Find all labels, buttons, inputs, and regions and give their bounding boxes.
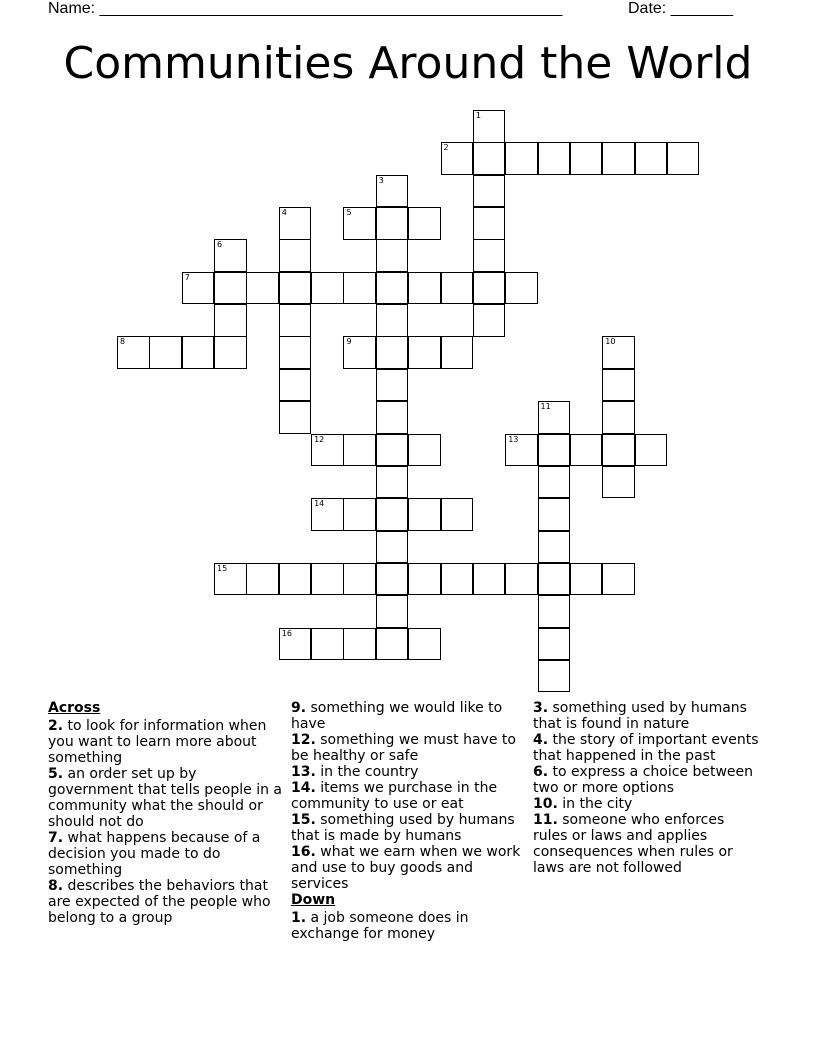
clue-number: 8 xyxy=(120,337,126,347)
name-field-label: Name: ____________________________________________________ xyxy=(48,0,563,17)
grid-cell[interactable] xyxy=(246,563,279,596)
grid-cell[interactable] xyxy=(279,369,312,402)
grid-cell[interactable] xyxy=(635,434,668,467)
clue-number: 10 xyxy=(605,337,616,347)
clue-across-2: 2. to look for information when you want to learn more about something xyxy=(48,718,267,766)
grid-cell[interactable] xyxy=(279,563,312,596)
grid-cell[interactable] xyxy=(473,175,506,208)
grid-cell[interactable] xyxy=(376,401,409,434)
grid-cell[interactable] xyxy=(473,304,506,337)
clue-number: 9 xyxy=(346,337,352,347)
grid-cell[interactable] xyxy=(279,304,312,337)
grid-cell[interactable] xyxy=(343,434,376,467)
grid-cell[interactable] xyxy=(214,272,247,305)
grid-cell[interactable] xyxy=(182,272,215,305)
grid-cell[interactable] xyxy=(505,272,538,305)
clue-number: 4 xyxy=(281,208,287,218)
grid-cell[interactable] xyxy=(343,207,376,240)
grid-cell[interactable] xyxy=(441,563,474,596)
clue-number: 5 xyxy=(346,208,352,218)
grid-cell[interactable] xyxy=(473,110,506,143)
grid-cell[interactable] xyxy=(376,336,409,369)
clue-down-11: 11. someone who enforces rules or laws and applies consequences when rules or laws are not followed xyxy=(533,812,733,876)
grid-cell[interactable] xyxy=(473,563,506,596)
clue-column-2 xyxy=(291,700,523,942)
clue-number: 3 xyxy=(378,175,384,185)
clue-across-7: 7. what happens because of a decision you made to do something xyxy=(48,830,261,878)
grid-cell[interactable] xyxy=(441,142,474,175)
clue-across-15: 15. something used by humans that is made by humans xyxy=(291,812,515,844)
grid-cell[interactable] xyxy=(538,595,571,628)
grid-cell[interactable] xyxy=(408,434,441,467)
grid-cell[interactable] xyxy=(376,175,409,208)
grid-cell[interactable] xyxy=(602,466,635,499)
grid-cell[interactable] xyxy=(376,563,409,596)
grid-cell[interactable] xyxy=(214,336,247,369)
grid-cell[interactable] xyxy=(602,401,635,434)
across-heading: Across xyxy=(48,700,101,716)
clue-down-4: 4. the story of important events that happened in the past xyxy=(533,732,759,764)
clue-number: 2 xyxy=(443,143,449,153)
grid-cell[interactable] xyxy=(441,498,474,531)
grid-cell[interactable] xyxy=(376,628,409,661)
clue-down-6: 6. to express a choice between two or more options xyxy=(533,764,754,796)
clue-number: 1 xyxy=(475,111,481,120)
grid-cell[interactable] xyxy=(408,207,441,240)
grid-cell[interactable] xyxy=(376,466,409,499)
grid-cell[interactable] xyxy=(343,498,376,531)
clue-across-12: 12. something we must have to be healthy or safe xyxy=(291,732,516,764)
clue-number: 15 xyxy=(217,563,228,573)
grid-cell[interactable] xyxy=(538,466,571,499)
grid-cell[interactable] xyxy=(376,207,409,240)
clue-across-5: 5. an order set up by government that tells people in a community what the should or should not do xyxy=(48,766,283,830)
grid-cell[interactable] xyxy=(505,434,538,467)
grid-cell[interactable] xyxy=(376,369,409,402)
grid-cell[interactable] xyxy=(635,142,668,175)
grid-cell[interactable] xyxy=(376,304,409,337)
grid-cell[interactable] xyxy=(376,272,409,305)
clue-number: 7 xyxy=(184,272,190,282)
clue-number: 11 xyxy=(540,402,551,412)
grid-cell[interactable] xyxy=(214,239,247,272)
grid-cell[interactable] xyxy=(602,434,635,467)
grid-cell[interactable] xyxy=(473,207,506,240)
grid-cell[interactable] xyxy=(570,563,603,596)
grid-cell[interactable] xyxy=(538,531,571,564)
clue-number: 13 xyxy=(508,434,519,444)
clue-number: 12 xyxy=(314,434,325,444)
grid-cell[interactable] xyxy=(408,498,441,531)
grid-cell[interactable] xyxy=(538,563,571,596)
grid-cell[interactable] xyxy=(538,498,571,531)
clue-column-1 xyxy=(48,700,284,926)
clue-across-16: 16. what we earn when we work and use to buy goods and services xyxy=(291,844,521,892)
grid-cell[interactable] xyxy=(602,369,635,402)
grid-cell[interactable] xyxy=(570,142,603,175)
grid-cell[interactable] xyxy=(538,434,571,467)
grid-cell[interactable] xyxy=(408,272,441,305)
grid-cell[interactable] xyxy=(441,336,474,369)
grid-cell[interactable] xyxy=(538,401,571,434)
clue-number: 6 xyxy=(217,240,223,250)
grid-cell[interactable] xyxy=(376,498,409,531)
clue-across-9: 9. something we would like to have xyxy=(291,700,503,732)
clue-down-1: 1. a job someone does in exchange for money xyxy=(291,910,469,942)
grid-cell[interactable] xyxy=(602,142,635,175)
down-heading: Down xyxy=(291,892,336,908)
clue-down-3: 3. something used by humans that is found in nature xyxy=(533,700,747,732)
clue-down-10: 10. in the city xyxy=(533,796,633,812)
grid-cell[interactable] xyxy=(408,336,441,369)
grid-cell[interactable] xyxy=(246,272,279,305)
grid-cell[interactable] xyxy=(311,272,344,305)
clue-across-8: 8. describes the behaviors that are expected of the people who belong to a group xyxy=(48,878,271,926)
clue-number: 16 xyxy=(281,628,292,638)
grid-cell[interactable] xyxy=(376,531,409,564)
grid-cell[interactable] xyxy=(279,628,312,661)
grid-cell[interactable] xyxy=(376,595,409,628)
grid-cell[interactable] xyxy=(538,142,571,175)
grid-cell[interactable] xyxy=(279,336,312,369)
grid-cell[interactable] xyxy=(376,434,409,467)
grid-cell[interactable] xyxy=(117,336,150,369)
date-field-label: Date: _______ xyxy=(628,0,733,17)
grid-cell[interactable] xyxy=(311,563,344,596)
grid-cell[interactable] xyxy=(505,563,538,596)
grid-cell[interactable] xyxy=(473,272,506,305)
page-title: Communities Around the World xyxy=(63,38,753,89)
clue-across-14: 14. items we purchase in the community to use or eat xyxy=(291,780,498,812)
grid-cell[interactable] xyxy=(376,239,409,272)
grid-cell[interactable] xyxy=(279,272,312,305)
clue-column-3 xyxy=(533,700,763,876)
grid-cell[interactable] xyxy=(602,563,635,596)
grid-cell[interactable] xyxy=(279,401,312,434)
grid-cell[interactable] xyxy=(149,336,182,369)
grid-cell[interactable] xyxy=(505,142,538,175)
grid-cell[interactable] xyxy=(473,142,506,175)
grid-cell[interactable] xyxy=(473,239,506,272)
grid-cell[interactable] xyxy=(214,304,247,337)
grid-cell[interactable] xyxy=(182,336,215,369)
grid-cell[interactable] xyxy=(311,498,344,531)
grid-cell[interactable] xyxy=(311,628,344,661)
grid-cell[interactable] xyxy=(343,272,376,305)
grid-cell[interactable] xyxy=(667,142,700,175)
grid-cell[interactable] xyxy=(214,563,247,596)
grid-cell[interactable] xyxy=(343,336,376,369)
grid-cell[interactable] xyxy=(602,336,635,369)
clue-across-13: 13. in the country xyxy=(291,764,419,780)
clue-number: 14 xyxy=(314,499,325,509)
grid-cell[interactable] xyxy=(441,272,474,305)
grid-cell[interactable] xyxy=(408,563,441,596)
grid-cell[interactable] xyxy=(343,563,376,596)
grid-cell[interactable] xyxy=(570,434,603,467)
grid-cell[interactable] xyxy=(311,434,344,467)
grid-cell[interactable] xyxy=(279,207,312,240)
grid-cell[interactable] xyxy=(538,628,571,661)
grid-cell[interactable] xyxy=(538,660,571,693)
grid-cell[interactable] xyxy=(343,628,376,661)
grid-cell[interactable] xyxy=(279,239,312,272)
grid-cell[interactable] xyxy=(408,628,441,661)
